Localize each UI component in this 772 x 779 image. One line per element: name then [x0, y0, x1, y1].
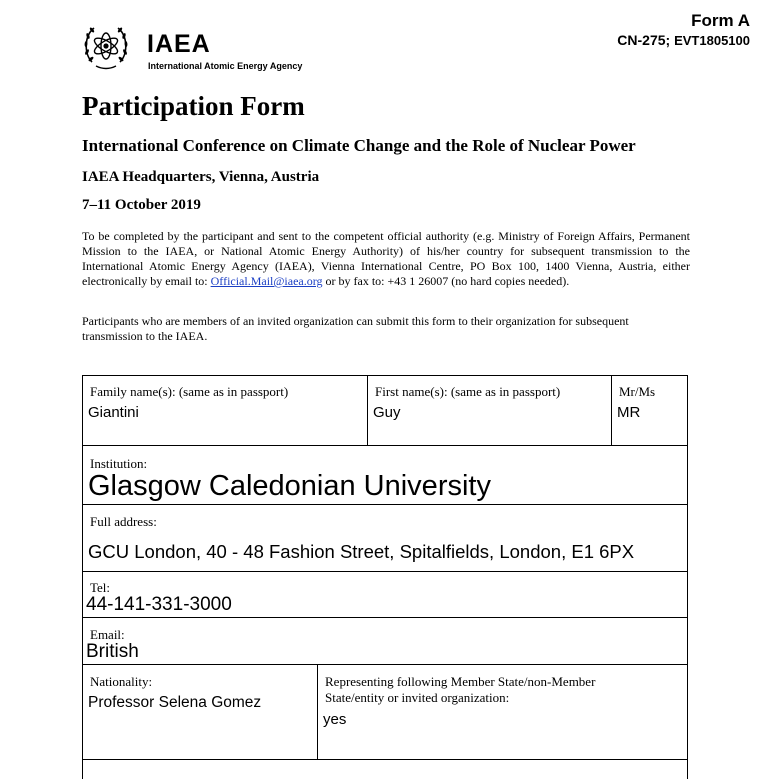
institution-value: Glasgow Caledonian University [88, 470, 491, 502]
representing-field[interactable] [317, 664, 688, 760]
address-value: GCU London, 40 - 48 Fashion Street, Spitalfields, London, E1 6PX [88, 541, 635, 562]
nationality-label: Nationality: [90, 674, 153, 689]
next-form-row [82, 759, 688, 779]
title-value: MR [617, 404, 641, 421]
first-name-field[interactable] [367, 375, 612, 446]
email-field[interactable] [82, 617, 688, 665]
logo-subtitle: International Atomic Energy Agency [148, 61, 303, 71]
iaea-logo [82, 22, 322, 74]
title-field[interactable] [611, 375, 688, 446]
atom-emblem-icon [82, 22, 130, 72]
official-email-link[interactable]: Official.Mail@iaea.org [210, 274, 323, 288]
email-value: British [86, 641, 139, 662]
form-code [617, 31, 750, 50]
invited-organization-note: Participants who are members of an invited organization can submit this form to their organization for subsequent transmission to the IAEA. [82, 314, 629, 343]
address-label: Full address: [90, 514, 157, 529]
institution-field[interactable] [82, 445, 688, 505]
instructions-paragraph [82, 229, 690, 289]
family-name-field[interactable] [82, 375, 368, 446]
conference-venue: IAEA Headquarters, Vienna, Austria [82, 169, 320, 185]
representing-label-line1: Representing following Member State/non-Member [325, 674, 596, 689]
page-title: Participation Form [82, 91, 305, 121]
form-code-prefix: CN-275; [617, 32, 671, 48]
form-identifier [617, 11, 750, 50]
title-label: Mr/Ms [619, 384, 656, 399]
conference-title: International Conference on Climate Change and the Role of Nuclear Power [82, 136, 636, 155]
institution-label: Institution: [90, 456, 148, 471]
instructions-text-fax: or by fax to: +43 1 26007 (no hard copies needed). [325, 274, 570, 288]
form-label: Form A [691, 11, 750, 30]
family-name-value: Giantini [88, 404, 139, 421]
nationality-field[interactable] [82, 664, 318, 760]
conference-dates: 7–11 October 2019 [82, 197, 201, 213]
instructions-text: To be completed by the participant and sent to the competent official authority (e.g. Ministry of Foreign Affairs, Permanent Mission to the IAEA, or National Atomic Energy Authority) of his/her country for subsequent transmission to the International Atomic Energy Agency (IAEA), Vienna International Centre, PO Box 100, 1400 Vienna, Austria, either electronically by email to: [82, 229, 690, 288]
first-name-value: Guy [373, 404, 401, 421]
representing-label-line2: State/entity or invited organization: [325, 690, 510, 705]
tel-value: 44-141-331-3000 [86, 594, 232, 615]
family-name-label: Family name(s): (same as in passport) [90, 384, 289, 399]
tel-label: Tel: [90, 580, 111, 595]
representing-value: yes [323, 711, 347, 728]
logo-wordmark: IAEA [147, 30, 211, 58]
address-field[interactable] [82, 504, 688, 572]
form-code-event: EVT1805100 [674, 33, 750, 48]
first-name-label: First name(s): (same as in passport) [375, 384, 561, 399]
email-label: Email: [90, 627, 125, 642]
nationality-value: Professor Selena Gomez [88, 694, 262, 711]
tel-field[interactable] [82, 571, 688, 618]
